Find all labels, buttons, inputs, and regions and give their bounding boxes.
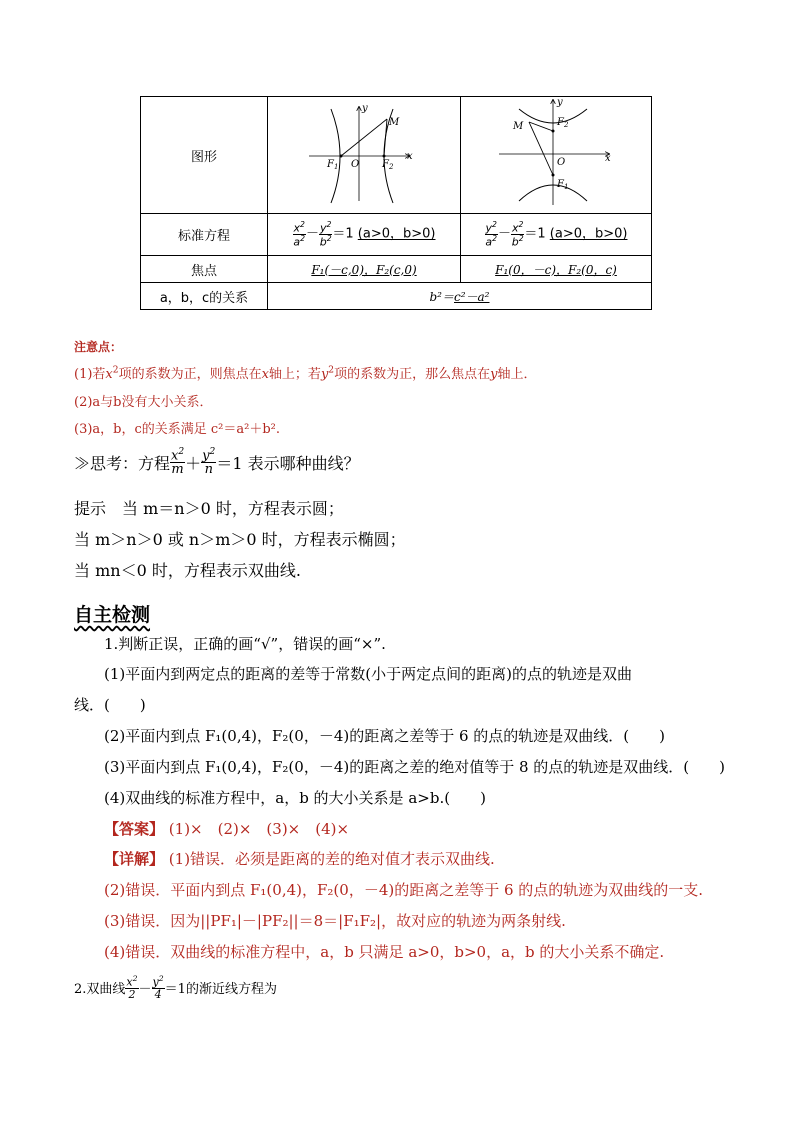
q1-detail-1: 【详解】 (1)错误．必须是距离的差的绝对值才表示双曲线. (104, 850, 495, 868)
q1-answer (104, 818, 349, 839)
q1-statement-1a: (1)平面内到两定点的距离的差等于常数(小于两定点间的距离)的点的轨迹是双曲 (104, 665, 632, 683)
x-axis-label: x (407, 151, 413, 162)
focus-2-label: $F_2$ (557, 117, 569, 129)
point-m-label: M (513, 121, 524, 132)
q1-statement-2: (2)平面内到点 F₁(0,4)，F₂(0，－4)的距离之差等于 6 的点的轨迹是双曲线．( ) (104, 727, 665, 745)
row-label-focus: 焦点 (141, 256, 268, 283)
think-question: ≫思考：方程 $\frac{x^2}{m}$ ＋ $\frac{y^2}{n}$ ＝1 表示哪种曲线？ (74, 447, 360, 478)
focus-x-axis: F₁(－c,0)，F₂(c,0) (268, 256, 461, 283)
answer-text: (1)× (2)× (3)× (4)× (168, 820, 350, 838)
hyperbola-vertical-figure (461, 97, 651, 209)
q1-statement-3: (3)平面内到点 F₁(0,4)，F₂(0，－4)的距离之差的绝对值等于 8 的点的轨迹是双曲线．( ) (104, 758, 725, 776)
focus-1-label: $F_1$ (557, 179, 569, 191)
equation-x-condition: (a>0，b>0) (357, 227, 436, 242)
focus-y-axis: F₁(0，－c)，F₂(0，c) (461, 256, 652, 283)
relation-lhs: b²＝ (429, 289, 454, 304)
y-axis-label: y (362, 103, 368, 114)
relation-cell (268, 283, 652, 310)
q1-detail-2: (2)错误．平面内到点 F₁(0,4)，F₂(0，－4)的距离之差等于 6 的点的轨迹为双曲线的一支. (104, 881, 704, 899)
row-label-figure: 图形 (141, 97, 268, 214)
equation-y-axis: $\frac{y^2}{a^2}$ － $\frac{x^2}{b^2}$ ＝1 (a>0，b>0) (461, 214, 652, 256)
section-title: 自主检测 (74, 604, 151, 626)
x-axis-label: x (605, 153, 611, 164)
q2-question: 2.双曲线 $\frac{x^2}{2}$ － $\frac{y^2}{4}$ ＝1的渐近线方程为 (74, 974, 277, 1001)
equation-y-condition: (a>0，b>0) (549, 227, 628, 242)
q1-stem: 1.判断正误，正确的画“√”，错误的画“×”. (104, 635, 386, 653)
figure-y-axis-hyperbola (461, 97, 652, 214)
row-label-equation: 标准方程 (141, 214, 268, 256)
q1-statement-4: (4)双曲线的标准方程中，a，b 的大小关系是 a>b.( ) (104, 789, 486, 807)
think-hint-1: 提示 当 m＝n＞0 时，方程表示圆； (74, 499, 344, 518)
note-3: (3)a，b，c的关系满足 c²＝a²＋b². (74, 422, 281, 437)
origin-label: O (351, 159, 360, 170)
q1-detail-4: (4)错误．双曲线的标准方程中，a，b 只满足 a>0，b>0，a，b 的大小关系不确定. (104, 943, 665, 961)
equation-x-axis: $\frac{x^2}{a^2}$ － $\frac{y^2}{b^2}$ ＝1 (a>0，b>0) (268, 214, 461, 256)
detail-tag: 【详解】 (104, 850, 165, 868)
row-label-relation: a，b，c的关系 (141, 283, 268, 310)
notes-title: 注意点： (74, 340, 123, 354)
note-1: (1)若$x^2$项的系数为正，则焦点在x轴上；若$y^2$项的系数为正，那么焦点在y轴上． (74, 365, 537, 382)
figure-x-axis-hyperbola (268, 97, 461, 214)
point-m-label: M (389, 117, 400, 128)
q1-detail-3: (3)错误．因为||PF₁|－|PF₂||＝8＝|F₁F₂|，故对应的轨迹为两条射线. (104, 912, 566, 930)
q1-statement-1b: 线．( ) (74, 696, 146, 714)
answer-tag: 【答案】 (104, 820, 165, 838)
focus-1-label: $F_1$ (327, 159, 339, 171)
focus-2-label: $F_2$ (382, 159, 394, 171)
relation-rhs: c²－a² (454, 289, 490, 304)
hyperbola-table (140, 96, 652, 310)
hyperbola-horizontal-figure (269, 97, 459, 209)
note-2: (2)a与b没有大小关系． (74, 395, 213, 410)
think-hint-3: 当 mn＜0 时，方程表示双曲线. (74, 561, 301, 580)
origin-label: O (557, 157, 566, 168)
y-axis-label: y (557, 97, 563, 108)
think-hint-2: 当 m＞n＞0 或 n＞m＞0 时，方程表示椭圆； (74, 530, 406, 549)
